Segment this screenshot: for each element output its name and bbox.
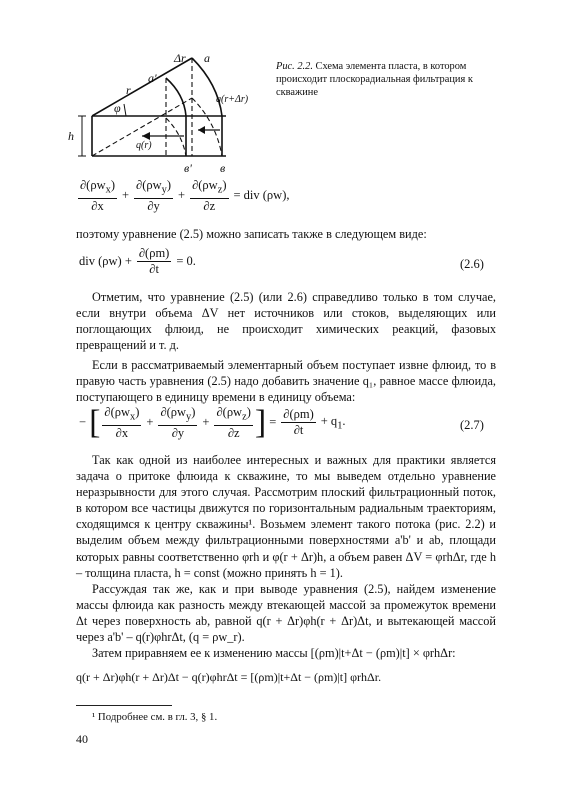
label-a-prime: a' — [148, 71, 157, 85]
label-q-r-dr: q(r+Δr) — [216, 94, 249, 105]
label-phi: φ — [114, 101, 121, 115]
label-r: r — [126, 83, 131, 97]
figure-caption — [276, 60, 494, 100]
label-a: a — [204, 51, 210, 65]
label-dr: Δr — [174, 51, 186, 65]
dashed-arc-outer — [192, 98, 222, 156]
footnote: ¹ Подробнее см. в гл. 3, § 1. — [92, 711, 218, 723]
label-b-prime: в' — [184, 161, 192, 175]
paragraph-5: Рассуждая так же, как и при выводе уравнения (2.5), найдем изменение массы флюида как разность между втекающей массой за промежуток времени Δt через поверхность ab, равной q(r + Δr)φh(r + Δr)Δt, и вытекающей массой через a'b' – q(r)φhrΔt, (q = ρw_r). — [76, 582, 496, 645]
arc-outer — [192, 58, 222, 116]
arc-inner — [166, 78, 186, 116]
paragraph-3: Если в рассматриваемый элементарный объем поступает извне флюид, то в правую часть уравнения (2.5) надо добавить значение q₁, равное массе флюида, поступающего в единицу времени в единицу объема: — [76, 358, 496, 405]
equation-2-6-number: (2.6) — [460, 257, 484, 271]
equation-2-7-number: (2.7) — [460, 418, 484, 432]
paragraph-4: Так как одной из наиболее интересных и важных для практики является задача о притоке флюида к скважине, то мы выведем отдельно уравнение неразрывности для этого случая. Рассмотрим плоский фильтрационный поток, в котором все частицы движутся по горизонтальным радиальным траекториям, сходящимся к центру скважины¹. Возьмем элемент такого потока (рис. 2.2) и выделим объем между фильтрационными поверхностями a'b' и ab, площади которых равны соответственно φrh и φ(r + Δr)h, а объем равен ΔV = φrhΔr, где h – толщина пласта, h = const (можно принять h = 1). — [76, 453, 496, 580]
paragraph-1: поэтому уравнение (2.5) можно записать также в следующем виде: — [76, 227, 427, 241]
arrow-phi — [124, 104, 126, 116]
label-q-r: q(r) — [136, 140, 152, 151]
equation-mass-balance: q(r + Δr)φh(r + Δr)Δt − q(r)φhrΔt = [(ρm)|t+Δt − (ρm)|t] φrhΔr. — [76, 670, 382, 684]
figure-element-diagram — [66, 50, 271, 182]
label-h: h — [68, 129, 74, 143]
caption-label: Рис. 2.2. — [276, 61, 313, 72]
paragraph-2: Отметим, что уравнение (2.5) (или 2.6) справедливо только в том случае, если внутри объема ΔV нет источников или стоков, выделяющих или поглощающих флюид, не происходит химических реакций, фазовых превращений и т. д. — [76, 290, 496, 353]
equation-divergence: $\frac{\partial(\rho w_x)}{\partial x}$ + $\frac{\partial(\rho w_y)}{\partial y}$ + $\frac{\partial(\rho w_z)}{\partial z}$ = div (ρw), — [80, 178, 290, 213]
page-number: 40 — [76, 732, 88, 746]
footnote-rule — [76, 705, 172, 706]
caption-text: Схема элемента пласта, в котором происходит плоскорадиальная фильтрация к скважине — [276, 61, 473, 99]
label-b: в — [220, 161, 226, 175]
equation-2-6: div (ρw) + $\frac{\partial(\rho m)}{\partial t}$ = 0. — [79, 246, 196, 276]
equation-2-7: −[ $\frac{\partial(\rho w_x)}{\partial x}$ + $\frac{\partial(\rho w_y)}{\partial y}$ + $\frac{\partial(\rho w_z)}{\partial z}$ ] = $\frac{\partial(\rho m)}{\partial t}$ + $q_1$. — [79, 403, 346, 441]
paragraph-6: Затем приравняем ее к изменению массы [(ρm)|t+Δt − (ρm)|t] × φrhΔr: — [92, 646, 456, 660]
dashed-arc-inner — [166, 118, 186, 156]
